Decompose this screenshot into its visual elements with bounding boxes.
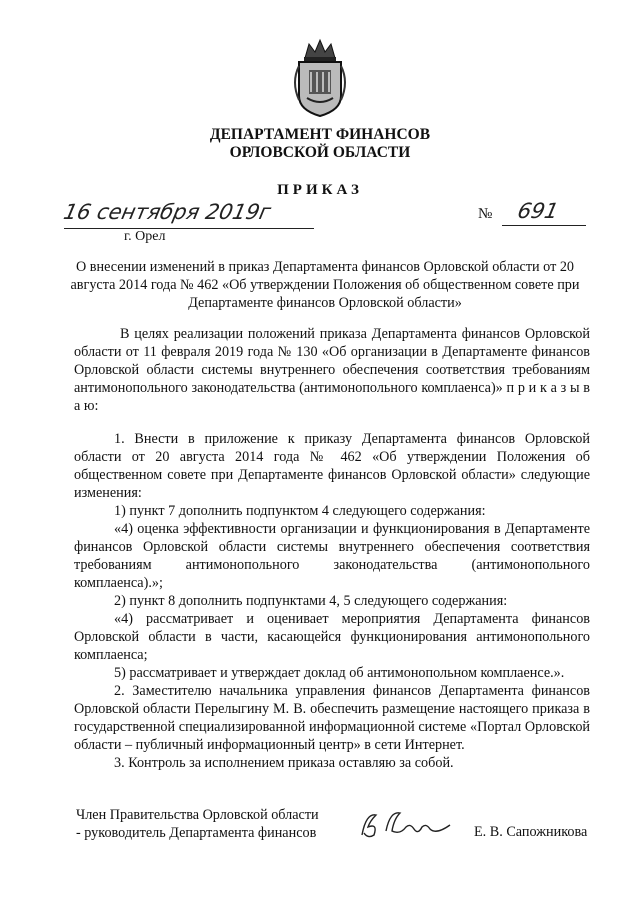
department-name-line2: ОРЛОВСКОЙ ОБЛАСТИ bbox=[229, 144, 411, 161]
item-paragraph: 1) пункт 7 дополнить подпунктом 4 следующего содержания: bbox=[114, 503, 486, 519]
city-label: г. Орел bbox=[124, 229, 166, 244]
item-paragraph: 5) рассматривает и утверждает доклад об антимонопольном комплаенсе.». bbox=[114, 665, 565, 681]
signatory-position bbox=[76, 806, 319, 842]
order-title: ПРИКАЗ bbox=[277, 182, 363, 198]
handwritten-number: 691 bbox=[515, 199, 561, 223]
item-paragraph: 1. Внести в приложение к приказу Департамента финансов Орловской области от 20 августа 2014 года № 462 «Об утверждении Положения об общественном совете при Департаменте финансов Орловской области» следующие изменения: bbox=[74, 431, 590, 501]
item-paragraph: 2. Заместителю начальника управления финансов Департамента финансов Орловской области Перелыгину М. В. обеспечить размещение настоящего приказа в государственной специализированной информационной системе «Портал Орловской области – публичный информационный центр» в сети Интернет. bbox=[74, 683, 590, 753]
preamble-block bbox=[74, 325, 590, 415]
handwritten-date: 16 сентября 2019г bbox=[61, 200, 274, 224]
coat-of-arms-icon bbox=[287, 36, 353, 120]
item-paragraph: «4) рассматривает и оценивает мероприятия Департамента финансов Орловской области в части, касающейся функционирования антимонопольного комплаенса; bbox=[74, 611, 590, 663]
handwritten-signature-icon bbox=[356, 805, 456, 845]
order-items bbox=[74, 430, 590, 772]
item-paragraph: 3. Контроль за исполнением приказа оставляю за собой. bbox=[114, 755, 454, 771]
item-paragraph: «4) оценка эффективности организации и функционирования в Департаменте финансов Орловской области системы внутреннего обеспечения соответствия требованиям антимонопольного законодательства (антимонопольного комплаенса).»; bbox=[74, 521, 590, 591]
order-subject: О внесении изменений в приказ Департамента финансов Орловской области от 20 августа 2014 года № 462 «Об утверждении Положения об общественном совете при Департаменте финансов Орловской области» bbox=[70, 259, 580, 311]
number-label: № bbox=[478, 206, 493, 222]
signatory-name: Е. В. Сапожникова bbox=[474, 824, 588, 840]
item-paragraph: 2) пункт 8 дополнить подпунктами 4, 5 следующего содержания: bbox=[114, 593, 508, 609]
position-line2: - руководитель Департамента финансов bbox=[76, 825, 317, 841]
department-name-line1: ДЕПАРТАМЕНТ ФИНАНСОВ bbox=[209, 126, 431, 143]
position-line1: Член Правительства Орловской области bbox=[76, 807, 319, 823]
preamble-paragraph: В целях реализации положений приказа Департамента финансов Орловской области от 11 февраля 2019 года № 130 «Об организации в Департаменте финансов Орловской области системы внутреннего обеспечения соответствия требованиям антимонопольного законодательства (антимонопольного комплаенса)» п р и к а з ы в а ю: bbox=[74, 326, 590, 414]
